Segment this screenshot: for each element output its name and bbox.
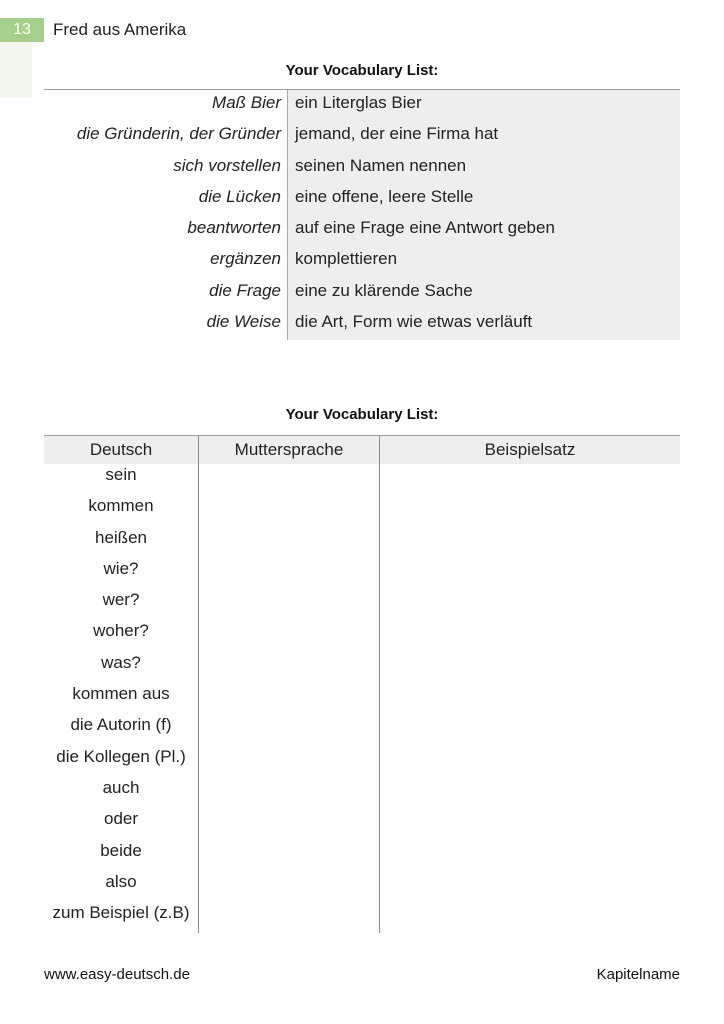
term-cell: die Weise [44,309,288,340]
definition-cell: seinen Namen nennen [288,153,680,184]
native-language-cell[interactable] [199,495,380,526]
table-row [44,90,680,121]
german-word-cell: kommen aus [44,683,199,714]
table-body [44,464,680,933]
table-row [44,589,680,620]
table-row [44,184,680,215]
example-sentence-cell[interactable] [380,620,680,651]
german-word-cell: heißen [44,527,199,558]
column-header-deutsch: Deutsch [44,436,199,464]
table-row [44,808,680,839]
native-language-cell[interactable] [199,808,380,839]
footer-chapter-label: Kapitelname [596,966,680,983]
example-sentence-cell[interactable] [380,714,680,745]
table-row [44,620,680,651]
column-header-beispielsatz: Beispielsatz [484,440,576,459]
native-language-cell[interactable] [199,746,380,777]
example-sentence-cell[interactable] [380,777,680,808]
native-language-cell[interactable] [199,620,380,651]
example-sentence-cell[interactable] [380,558,680,589]
native-language-cell[interactable] [199,840,380,871]
page-number: 13 [0,18,44,42]
table-row [44,215,680,246]
german-word-cell: beide [44,840,199,871]
native-language-cell[interactable] [199,464,380,495]
native-language-cell[interactable] [199,558,380,589]
table-row [44,309,680,340]
example-sentence-cell[interactable] [380,589,680,620]
german-word-cell: oder [44,808,199,839]
table-row [44,246,680,277]
vocab-definition-table [44,89,680,340]
example-sentence-cell[interactable] [380,495,680,526]
footer-website-url: www.easy-deutsch.de [44,966,190,983]
table-row [44,278,680,309]
native-language-cell[interactable] [199,683,380,714]
term-cell: beantworten [44,215,288,246]
definition-cell: komplettieren [288,246,680,277]
table-row [44,902,680,933]
chapter-title: Fred aus Amerika [53,20,187,39]
german-word-cell: die Autorin (f) [44,714,199,745]
native-language-cell[interactable] [199,527,380,558]
definition-cell: eine zu klärende Sache [288,278,680,309]
table-row [44,840,680,871]
german-word-cell: zum Beispiel (z.B) [44,902,199,933]
native-language-cell[interactable] [199,652,380,683]
table-row [44,714,680,745]
vocab-worksheet-table [44,435,680,933]
native-language-cell[interactable] [199,589,380,620]
definition-cell: die Art, Form wie etwas verläuft [288,309,680,340]
definition-cell: jemand, der eine Firma hat [288,121,680,152]
german-word-cell: sein [44,464,199,495]
example-sentence-cell[interactable] [380,840,680,871]
term-cell: die Gründerin, der Gründer [44,121,288,152]
german-word-cell: woher? [44,620,199,651]
table-row [44,558,680,589]
example-sentence-cell[interactable] [380,808,680,839]
native-language-cell[interactable] [199,902,380,933]
native-language-cell[interactable] [199,714,380,745]
table-row [44,121,680,152]
german-word-cell: kommen [44,495,199,526]
table-row [44,495,680,526]
column-header-muttersprache: Muttersprache [199,436,380,464]
table-row [44,683,680,714]
page-header [0,18,724,42]
example-sentence-cell[interactable] [380,746,680,777]
example-sentence-cell[interactable] [380,652,680,683]
german-word-cell: auch [44,777,199,808]
native-language-cell[interactable] [199,871,380,902]
table-row [44,746,680,777]
native-language-cell[interactable] [199,777,380,808]
german-word-cell: was? [44,652,199,683]
table-row [44,153,680,184]
german-word-cell: die Kollegen (Pl.) [44,746,199,777]
definition-cell: auf eine Frage eine Antwort geben [288,215,680,246]
vocab-list-1-title: Your Vocabulary List: [285,62,439,79]
term-cell: sich vorstellen [44,153,288,184]
table-header-row [44,436,680,464]
german-word-cell: also [44,871,199,902]
example-sentence-cell[interactable] [380,683,680,714]
vocab-list-2-title: Your Vocabulary List: [285,406,439,423]
example-sentence-cell[interactable] [380,464,680,495]
table-row [44,652,680,683]
term-cell: Maß Bier [44,90,288,121]
table-row [44,871,680,902]
term-cell: die Lücken [44,184,288,215]
example-sentence-cell[interactable] [380,871,680,902]
german-word-cell: wer? [44,589,199,620]
definition-cell: ein Literglas Bier [288,90,680,121]
definition-cell: eine offene, leere Stelle [288,184,680,215]
term-cell: ergänzen [44,246,288,277]
german-word-cell: wie? [44,558,199,589]
example-sentence-cell[interactable] [380,902,680,933]
example-sentence-cell[interactable] [380,527,680,558]
table-row [44,464,680,495]
term-cell: die Frage [44,278,288,309]
table-row [44,527,680,558]
table-row [44,777,680,808]
